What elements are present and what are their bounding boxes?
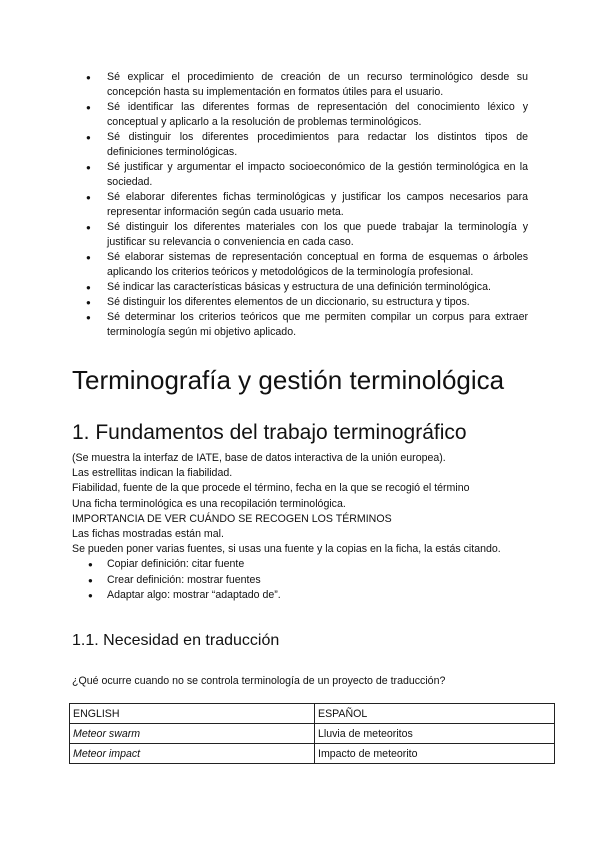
list-item: ● Sé elaborar diferentes fichas terminológicas y justificar los campos necesarios para representar información según cada usuario meta.	[72, 190, 528, 220]
list-item: ● Sé distinguir los diferentes materiales con los que puede trabajar la terminología y justificar su relevancia o conveniencia en cada caso.	[72, 220, 528, 250]
list-item: ● Sé explicar el procedimiento de creación de un recurso terminológico desde su concepción hasta su implementación en formatos útiles para el usuario.	[72, 70, 528, 100]
terminology-table	[69, 703, 555, 764]
section-heading: 1. Fundamentos del trabajo terminográfico	[72, 421, 467, 444]
question-text: ¿Qué ocurre cuando no se controla terminología de un proyecto de traducción?	[72, 675, 446, 687]
table-cell: Impacto de meteorito	[315, 744, 555, 764]
table-cell: Meteor impact	[70, 744, 315, 764]
paragraph-line: (Se muestra la interfaz de IATE, base de datos interactiva de la unión europea).	[72, 452, 446, 464]
list-item: ● Crear definición: mostrar fuentes	[72, 573, 542, 588]
list-item: ● Sé elaborar sistemas de representación conceptual en forma de esquemas o árboles aplicando los criterios teóricos y metodológicos de la terminología profesional.	[72, 250, 528, 280]
paragraph-line: Las estrellitas indican la fiabilidad.	[72, 467, 233, 480]
list-item: ● Sé identificar las diferentes formas de representación del conocimiento léxico y conceptual y aplicarlo a la resolución de problemas terminológicos.	[72, 100, 528, 130]
table-cell: Lluvia de meteoritos	[315, 724, 555, 744]
objectives-list	[72, 70, 528, 340]
list-item: ● Sé determinar los criterios teóricos que me permiten compilar un corpus para extraer terminología según mi objetivo aplicado.	[72, 310, 528, 340]
list-item: ● Sé distinguir los diferentes procedimientos para redactar los distintos tipos de definiciones terminológicas.	[72, 130, 528, 160]
table-header-cell: ESPAÑOL	[315, 704, 555, 724]
paragraph-line: Se pueden poner varias fuentes, si usas una fuente y la copias en la ficha, la estás citando.	[72, 543, 501, 556]
page-title: Terminografía y gestión terminológica	[72, 365, 505, 395]
list-item: ● Sé indicar las características básicas y estructura de una definición terminológica.	[72, 280, 528, 295]
table-row	[70, 744, 555, 764]
paragraph-line: Las fichas mostradas están mal.	[72, 528, 224, 541]
table-header-cell: ENGLISH	[70, 704, 315, 724]
table-header-row	[70, 704, 555, 724]
subsection-heading: 1.1. Necesidad en traducción	[72, 632, 280, 649]
paragraph-line: Fiabilidad, fuente de la que procede el término, fecha en la que se recogió el término	[72, 482, 470, 495]
paragraph-line: Una ficha terminológica es una recopilación terminológica.	[72, 497, 346, 510]
table-row	[70, 724, 555, 744]
paragraph-line: IMPORTANCIA DE VER CUÁNDO SE RECOGEN LOS TÉRMINOS	[72, 512, 392, 525]
list-item: ● Copiar definición: citar fuente	[72, 557, 542, 572]
list-item: ● Sé distinguir los diferentes elementos de un diccionario, su estructura y tipos.	[72, 295, 528, 310]
citation-rules-list	[72, 557, 542, 603]
list-item: ● Sé justificar y argumentar el impacto socioeconómico de la gestión terminológica en la sociedad.	[72, 160, 528, 190]
table-cell: Meteor swarm	[70, 724, 315, 744]
list-item: ● Adaptar algo: mostrar “adaptado de”.	[72, 588, 542, 603]
section-body	[72, 451, 542, 603]
